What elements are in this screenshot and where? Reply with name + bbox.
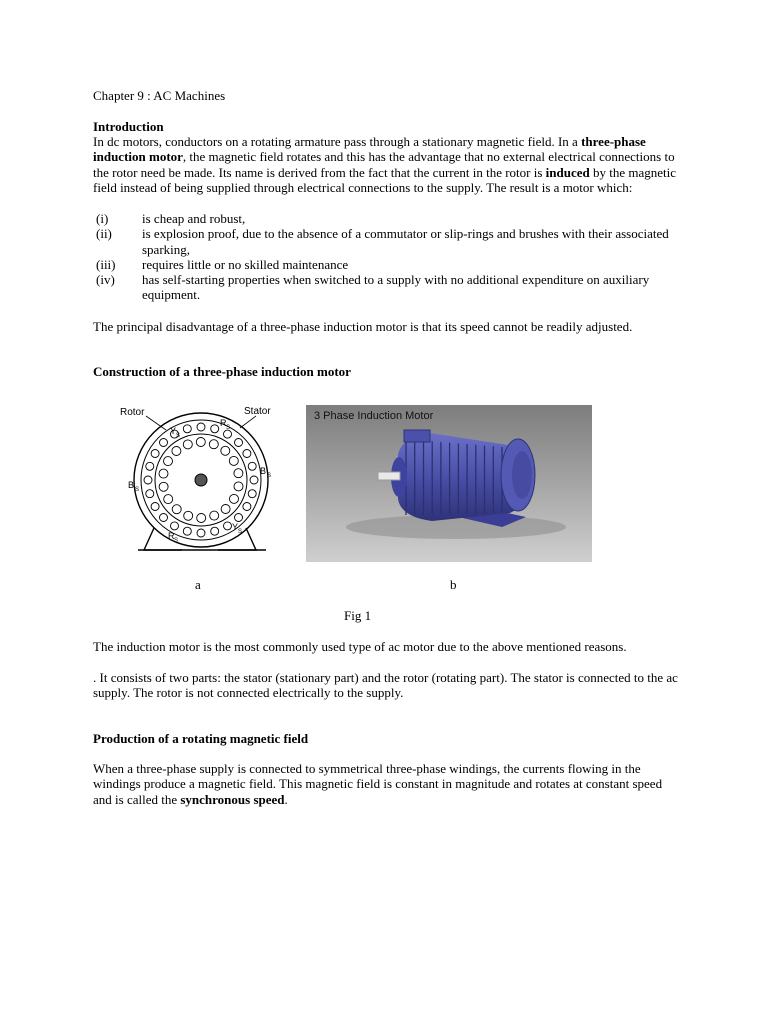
bs-right-subscript: S — [267, 473, 272, 479]
stator-slot — [160, 514, 168, 522]
stator-slot — [151, 450, 159, 458]
list-item-text: requires little or no skilled maintenance — [142, 256, 349, 272]
chapter-title: Chapter 9 : AC Machines — [93, 88, 226, 103]
list-item — [96, 272, 686, 303]
stator-slot — [197, 423, 205, 431]
construction-heading: Construction of a three-phase induction motor — [93, 364, 351, 379]
stator-label: Stator — [244, 406, 271, 417]
motor-cross-section-diagram — [116, 398, 284, 556]
stator-slot — [235, 439, 243, 447]
fan-cover-center — [512, 451, 532, 499]
stator-slot — [224, 522, 232, 530]
stator-slot — [151, 503, 159, 511]
bs-left-subscript: S — [135, 487, 140, 493]
rs-bottom-subscript: S — [174, 538, 179, 544]
stator-slot — [144, 476, 152, 484]
rotor-bar — [210, 511, 219, 520]
list-item — [96, 211, 686, 226]
disadvantage-paragraph: The principal disadvantage of a three-phase induction motor is that its speed cannot be readily adjusted. — [93, 319, 633, 334]
rotor-bar — [209, 440, 218, 449]
stator-slot — [224, 430, 232, 438]
list-item-number: (iii) — [96, 256, 116, 272]
rotor-bar — [221, 446, 230, 455]
stator-slot — [146, 462, 154, 470]
induction-motor-photo — [306, 405, 592, 562]
rotor-bar — [229, 456, 238, 465]
rotor-bar — [172, 447, 181, 456]
ys-bottom-subscript: S — [238, 529, 243, 535]
stator-slot — [146, 490, 154, 498]
list-item-text: is explosion proof, due to the absence of a commutator or slip-rings and brushes with their associated sparking, — [142, 226, 669, 257]
motor-shadow — [346, 515, 566, 539]
rotor-bar — [159, 482, 168, 491]
rs-top-label: R — [220, 418, 227, 428]
rotating-field-heading: Production of a rotating magnetic field — [93, 731, 309, 746]
synchronous-speed-bold: synchronous speed — [180, 791, 285, 807]
bs-right-label: B — [260, 466, 267, 476]
stator-slot — [250, 476, 258, 484]
rs-top-subscript: S — [226, 425, 231, 431]
list-item — [96, 226, 686, 257]
intro-text-3: by the magnetic field instead of being supplied through electrical connections to the supply. The result is a motor which: — [93, 164, 677, 195]
list-item-text: is cheap and robust, — [142, 211, 246, 226]
photo-title: 3 Phase Induction Motor — [314, 410, 434, 422]
list-item-number: (i) — [96, 211, 109, 226]
rotor-bar — [197, 514, 206, 523]
terminal-box — [404, 430, 430, 442]
stator-slot — [243, 503, 251, 511]
intro-text-2: , the magnetic field rotates and this has the advantage that no external electrical connections to the rotor need be made. Its name is derived from the fact that the current in the rotor is — [93, 149, 675, 180]
stator-slot — [211, 425, 219, 433]
rotating-field-text-2: . — [284, 791, 288, 807]
stator-slot — [243, 450, 251, 458]
figure-caption: Fig 1 — [344, 608, 372, 623]
figure-label-a: a — [195, 577, 201, 592]
ys-left-subscript: S — [176, 433, 181, 439]
stator-slot — [197, 529, 205, 537]
rotating-field-paragraph — [93, 761, 683, 807]
stator-slot — [171, 522, 179, 530]
list-item-number: (iv) — [96, 272, 115, 288]
rotor-bar — [183, 440, 192, 449]
bs-left-label: B — [128, 480, 135, 490]
shaft — [195, 474, 207, 486]
stator-pointer-line — [240, 416, 256, 428]
rotating-field-text-1: When a three-phase supply is connected to symmetrical three-phase windings, the currents flowing in the windings produce a magnetic field. This magnetic field is constant in magnitude and rotates at constant speed and is called the — [93, 761, 663, 807]
list-item-number: (ii) — [96, 226, 112, 242]
parts-paragraph: . It consists of two parts: the stator (stationary part) and the rotor (rotating part). The stator is connected to the ac supply. The rotor is not connected electrically to the supply. — [93, 670, 678, 701]
induction-motor-paragraph: The induction motor is the most commonly used type of ac motor due to the above mentioned reasons. — [93, 639, 627, 654]
list-item — [96, 257, 686, 272]
figure-label-b: b — [450, 577, 457, 592]
rotor-bar — [159, 469, 168, 478]
stator-slot — [183, 527, 191, 535]
properties-list — [96, 211, 686, 303]
intro-bold-three-phase: three-phase induction motor — [93, 134, 646, 165]
rotor-bar — [234, 469, 243, 478]
rs-bottom-label: R — [168, 531, 175, 541]
stator-slot — [211, 527, 219, 535]
ys-left-label: Y — [170, 426, 177, 436]
intro-text-1: In dc motors, conductors on a rotating armature pass through a stationary magnetic field. In a — [93, 134, 582, 149]
rotor-bar — [196, 438, 205, 447]
rotor-bar — [164, 495, 173, 504]
stator-slot — [183, 425, 191, 433]
ys-bottom-label: Y — [232, 522, 239, 532]
list-item-text: has self-starting properties when switched to a supply with no additional expenditure on auxiliary equipment. — [142, 272, 650, 303]
rotor-bar — [230, 494, 239, 503]
stator-slot — [248, 462, 256, 470]
rotor-label: Rotor — [120, 407, 145, 418]
rotor-bar — [172, 505, 181, 514]
rotor-bar — [164, 457, 173, 466]
rotor-bar — [184, 511, 193, 520]
introduction-heading: Introduction — [93, 119, 164, 134]
rotor-bar — [234, 482, 243, 491]
stator-slot — [160, 439, 168, 447]
rotor-bar — [221, 505, 230, 514]
stator-slot — [235, 514, 243, 522]
rotor-pointer-line — [146, 416, 166, 430]
stator-slot — [248, 490, 256, 498]
introduction-paragraph — [93, 134, 683, 195]
intro-bold-induced: induced — [545, 164, 590, 180]
motor-shaft — [378, 472, 400, 480]
